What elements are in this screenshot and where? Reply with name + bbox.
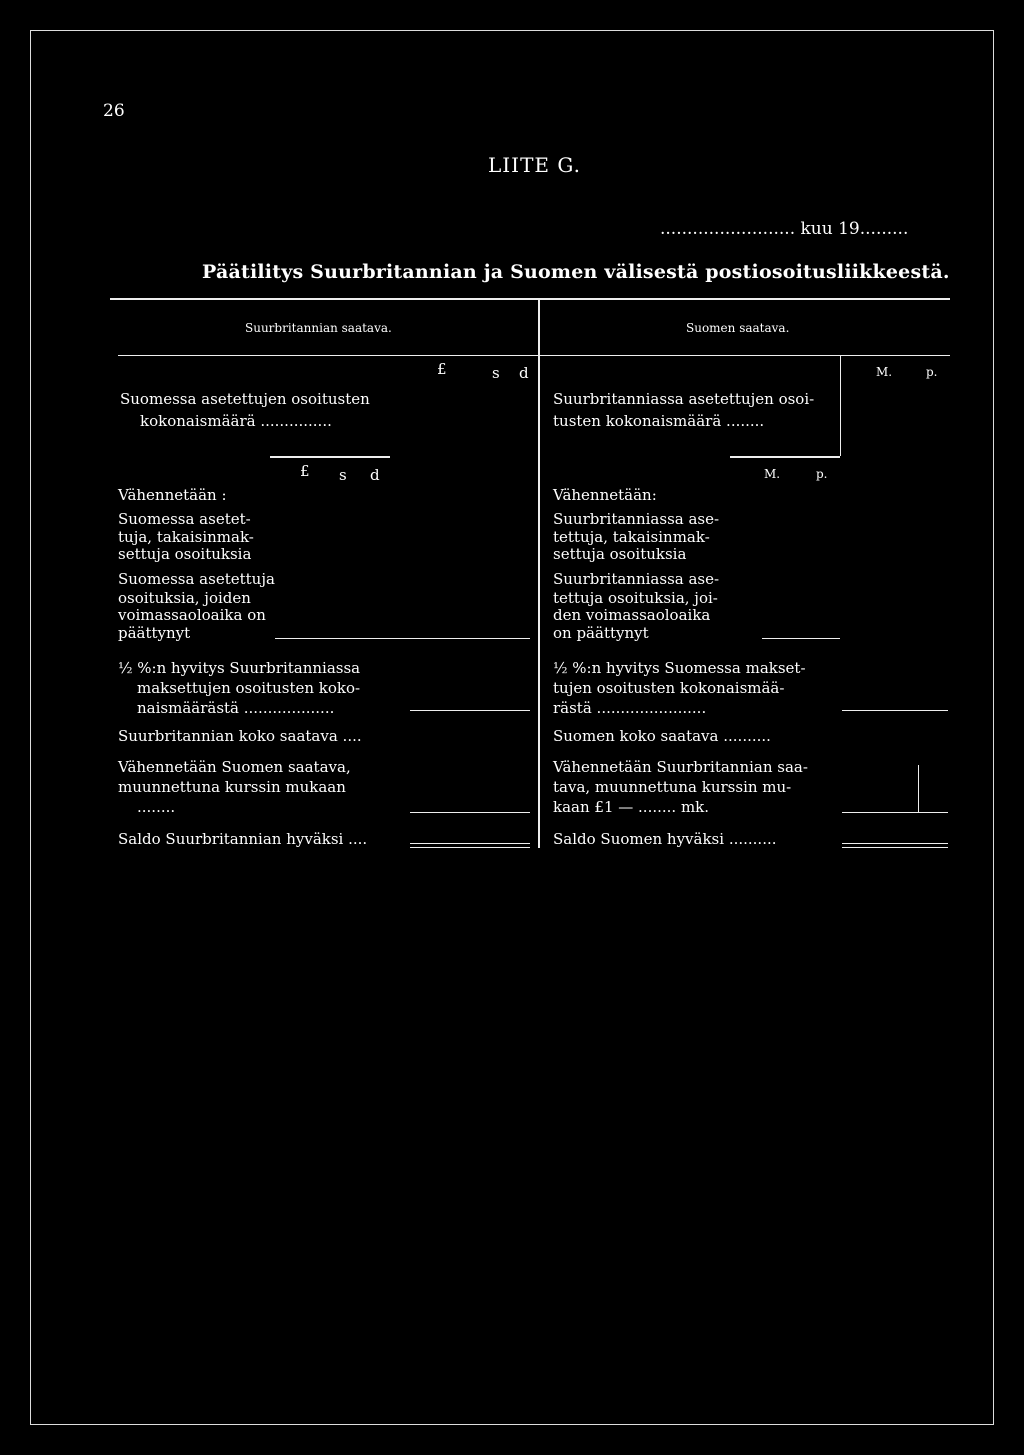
right-item2-line3: den voimassaoloaika bbox=[553, 606, 711, 624]
shilling-col-header: s bbox=[492, 364, 500, 382]
left-balance: Saldo Suurbritannian hyväksi .... bbox=[118, 830, 368, 848]
left-credit-rule bbox=[410, 710, 530, 711]
left-item2-line2: osoituksia, joiden bbox=[118, 589, 251, 607]
right-credit-line2: tujen osoitusten kokonaismää- bbox=[553, 679, 785, 697]
right-total-line1: Suurbritanniassa asetettujen osoi- bbox=[553, 390, 815, 408]
left-heading: Suurbritannian saatava. bbox=[245, 321, 392, 335]
pound-col-header: £ bbox=[437, 360, 447, 378]
right-balance-rule-1 bbox=[842, 843, 948, 844]
left-total-line1: Suomessa asetettujen osoitusten bbox=[120, 390, 370, 408]
left-sub-shilling: s bbox=[339, 466, 347, 484]
right-deduct-claim-line1: Vähennetään Suurbritannian saa- bbox=[553, 758, 808, 776]
left-heading-rule bbox=[118, 355, 538, 356]
right-deduct-claim-line2: tava, muunnettuna kurssin mu- bbox=[553, 778, 792, 796]
right-sub-penni: p. bbox=[816, 467, 828, 481]
penni-col-header: p. bbox=[926, 365, 938, 379]
left-sub-rule bbox=[270, 456, 390, 458]
left-total-line2: kokonaismäärä ............... bbox=[140, 412, 332, 430]
left-item2-line1: Suomessa asetettuja bbox=[118, 570, 275, 588]
left-sub-pence: d bbox=[370, 466, 380, 484]
right-credit-line3: rästä ....................... bbox=[553, 699, 707, 717]
right-item2-line4: on päättynyt bbox=[553, 624, 649, 642]
left-sub-pound: £ bbox=[300, 462, 310, 480]
left-item-rule bbox=[275, 638, 530, 639]
right-deduct-claim-line3: kaan £1 — ........ mk. bbox=[553, 798, 710, 816]
right-deduct-rule bbox=[842, 812, 948, 813]
left-deduct-label: Vähennetään : bbox=[118, 486, 227, 504]
right-heading-rule bbox=[540, 355, 950, 356]
left-balance-rule-2 bbox=[410, 847, 530, 848]
right-total-line2: tusten kokonaismäärä ........ bbox=[553, 412, 765, 430]
center-divider bbox=[538, 300, 540, 848]
right-item2-line2: tettuja osoituksia, joi- bbox=[553, 589, 718, 607]
right-credit-rule bbox=[842, 710, 948, 711]
left-item1-line3: settuja osoituksia bbox=[118, 545, 252, 563]
right-credit-line1: ½ %:n hyvitys Suomessa makset- bbox=[553, 659, 806, 677]
right-deduct-label: Vähennetään: bbox=[553, 486, 657, 504]
right-deduct-divider bbox=[918, 765, 919, 813]
left-deduct-claim-line1: Vähennetään Suomen saatava, bbox=[118, 758, 351, 776]
left-credit-line3: naismäärästä ................... bbox=[137, 699, 335, 717]
right-sub-mark: M. bbox=[764, 467, 781, 481]
right-balance: Saldo Suomen hyväksi .......... bbox=[553, 830, 777, 848]
right-item1-line3: settuja osoituksia bbox=[553, 545, 687, 563]
left-balance-rule-1 bbox=[410, 843, 530, 844]
right-item1-line1: Suurbritanniassa ase- bbox=[553, 510, 720, 528]
left-item2-line4: päättynyt bbox=[118, 624, 191, 642]
right-sub-rule bbox=[730, 456, 840, 458]
left-total-claim: Suurbritannian koko saatava .... bbox=[118, 727, 362, 745]
right-item2-line1: Suurbritanniassa ase- bbox=[553, 570, 720, 588]
right-item-rule bbox=[762, 638, 840, 639]
left-deduct-claim-line2: muunnettuna kurssin mukaan bbox=[118, 778, 346, 796]
left-deduct-claim-line3: ........ bbox=[137, 798, 176, 816]
left-credit-line1: ½ %:n hyvitys Suurbritanniassa bbox=[118, 659, 361, 677]
right-amount-divider bbox=[840, 356, 841, 456]
left-credit-line2: maksettujen osoitusten koko- bbox=[137, 679, 361, 697]
mark-col-header: M. bbox=[876, 365, 893, 379]
right-heading: Suomen saatava. bbox=[686, 321, 790, 335]
pence-col-header: d bbox=[519, 364, 529, 382]
appendix-title: LIITE G. bbox=[488, 153, 581, 177]
date-line: ......................... kuu 19......... bbox=[660, 219, 909, 239]
title-rule bbox=[110, 298, 950, 300]
left-item1-line2: tuja, takaisinmak- bbox=[118, 528, 254, 546]
left-item1-line1: Suomessa asetet- bbox=[118, 510, 251, 528]
left-item2-line3: voimassaoloaika on bbox=[118, 606, 266, 624]
right-total-claim: Suomen koko saatava .......... bbox=[553, 727, 771, 745]
right-balance-rule-2 bbox=[842, 847, 948, 848]
right-item1-line2: tettuja, takaisinmak- bbox=[553, 528, 710, 546]
left-deduct-rule bbox=[410, 812, 530, 813]
page-number: 26 bbox=[103, 101, 125, 121]
main-title: Päätilitys Suurbritannian ja Suomen välisestä postiosoitusliikkeestä. bbox=[202, 261, 950, 283]
